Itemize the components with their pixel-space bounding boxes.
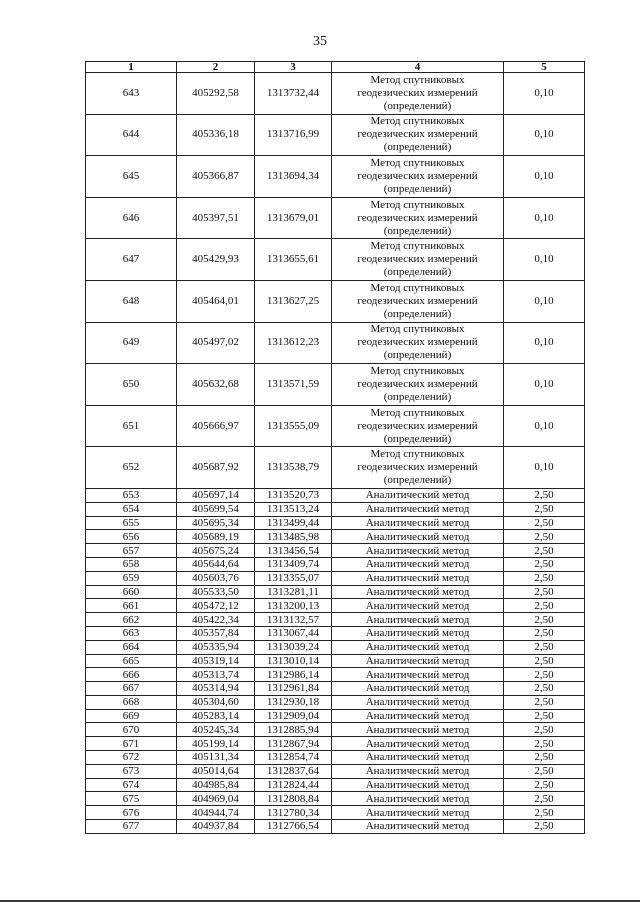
table-row — [86, 114, 585, 156]
accuracy-cell: 0,10 — [504, 364, 585, 406]
table-row — [86, 585, 585, 599]
y-coordinate-cell: 1312867,94 — [255, 737, 332, 751]
table-row — [86, 322, 585, 364]
table-body — [86, 73, 585, 834]
y-coordinate-cell: 1312824,44 — [255, 778, 332, 792]
point-number-cell: 662 — [86, 613, 177, 627]
point-number-cell: 645 — [86, 156, 177, 198]
method-cell: Метод спутниковых геодезических измерений (определений) — [332, 447, 504, 489]
y-coordinate-cell: 1313571,59 — [255, 364, 332, 406]
point-number-cell: 668 — [86, 695, 177, 709]
y-coordinate-cell: 1313010,14 — [255, 654, 332, 668]
x-coordinate-cell: 404985,84 — [177, 778, 255, 792]
table-row — [86, 530, 585, 544]
method-cell: Метод спутниковых геодезических измерений (определений) — [332, 405, 504, 447]
method-cell: Аналитический метод — [332, 613, 504, 627]
y-coordinate-cell: 1312986,14 — [255, 668, 332, 682]
table-row — [86, 544, 585, 558]
table-row — [86, 364, 585, 406]
x-coordinate-cell: 405319,14 — [177, 654, 255, 668]
table-row — [86, 488, 585, 502]
method-cell: Аналитический метод — [332, 530, 504, 544]
y-coordinate-cell: 1313612,23 — [255, 322, 332, 364]
accuracy-cell: 2,50 — [504, 778, 585, 792]
accuracy-cell: 0,10 — [504, 405, 585, 447]
x-coordinate-cell: 405632,68 — [177, 364, 255, 406]
y-coordinate-cell: 1313513,24 — [255, 502, 332, 516]
accuracy-cell: 2,50 — [504, 626, 585, 640]
y-coordinate-cell: 1312766,54 — [255, 820, 332, 834]
table-row — [86, 626, 585, 640]
table-row — [86, 571, 585, 585]
accuracy-cell: 2,50 — [504, 585, 585, 599]
method-cell: Метод спутниковых геодезических измерений (определений) — [332, 322, 504, 364]
table-row — [86, 654, 585, 668]
y-coordinate-cell: 1313694,34 — [255, 156, 332, 198]
y-coordinate-cell: 1312909,04 — [255, 709, 332, 723]
method-cell: Метод спутниковых геодезических измерений (определений) — [332, 114, 504, 156]
method-cell: Аналитический метод — [332, 544, 504, 558]
method-cell: Аналитический метод — [332, 737, 504, 751]
accuracy-cell: 2,50 — [504, 668, 585, 682]
column-header-5: 5 — [504, 62, 585, 73]
accuracy-cell: 2,50 — [504, 820, 585, 834]
y-coordinate-cell: 1313655,61 — [255, 239, 332, 281]
point-number-cell: 658 — [86, 557, 177, 571]
table-header — [86, 62, 585, 73]
method-cell: Аналитический метод — [332, 709, 504, 723]
y-coordinate-cell: 1313039,24 — [255, 640, 332, 654]
method-cell: Аналитический метод — [332, 571, 504, 585]
point-number-cell: 664 — [86, 640, 177, 654]
x-coordinate-cell: 405533,50 — [177, 585, 255, 599]
x-coordinate-cell: 405422,34 — [177, 613, 255, 627]
table-row — [86, 280, 585, 322]
method-cell: Аналитический метод — [332, 488, 504, 502]
x-coordinate-cell: 405497,02 — [177, 322, 255, 364]
accuracy-cell: 2,50 — [504, 502, 585, 516]
table-row — [86, 405, 585, 447]
method-cell: Аналитический метод — [332, 516, 504, 530]
point-number-cell: 650 — [86, 364, 177, 406]
point-number-cell: 656 — [86, 530, 177, 544]
accuracy-cell: 0,10 — [504, 114, 585, 156]
x-coordinate-cell: 404937,84 — [177, 820, 255, 834]
column-header-4: 4 — [332, 62, 504, 73]
header-row — [86, 62, 585, 73]
x-coordinate-cell: 405335,94 — [177, 640, 255, 654]
accuracy-cell: 0,10 — [504, 73, 585, 115]
point-number-cell: 660 — [86, 585, 177, 599]
method-cell: Аналитический метод — [332, 751, 504, 765]
method-cell: Аналитический метод — [332, 585, 504, 599]
y-coordinate-cell: 1313132,57 — [255, 613, 332, 627]
point-number-cell: 648 — [86, 280, 177, 322]
x-coordinate-cell: 405644,64 — [177, 557, 255, 571]
method-cell: Аналитический метод — [332, 654, 504, 668]
point-number-cell: 644 — [86, 114, 177, 156]
accuracy-cell: 0,10 — [504, 239, 585, 281]
point-number-cell: 665 — [86, 654, 177, 668]
point-number-cell: 670 — [86, 723, 177, 737]
point-number-cell: 671 — [86, 737, 177, 751]
method-cell: Аналитический метод — [332, 668, 504, 682]
x-coordinate-cell: 405366,87 — [177, 156, 255, 198]
y-coordinate-cell: 1312837,64 — [255, 764, 332, 778]
point-number-cell: 654 — [86, 502, 177, 516]
accuracy-cell: 2,50 — [504, 709, 585, 723]
y-coordinate-cell: 1313409,74 — [255, 557, 332, 571]
x-coordinate-cell: 405695,34 — [177, 516, 255, 530]
method-cell: Аналитический метод — [332, 695, 504, 709]
x-coordinate-cell: 405472,12 — [177, 599, 255, 613]
coordinates-table — [85, 61, 585, 834]
point-number-cell: 659 — [86, 571, 177, 585]
table-row — [86, 197, 585, 239]
x-coordinate-cell: 405131,34 — [177, 751, 255, 765]
x-coordinate-cell: 405689,19 — [177, 530, 255, 544]
y-coordinate-cell: 1313355,07 — [255, 571, 332, 585]
coordinates-table-container — [85, 61, 584, 834]
y-coordinate-cell: 1312808,84 — [255, 792, 332, 806]
point-number-cell: 675 — [86, 792, 177, 806]
table-row — [86, 447, 585, 489]
x-coordinate-cell: 405292,58 — [177, 73, 255, 115]
x-coordinate-cell: 405313,74 — [177, 668, 255, 682]
x-coordinate-cell: 405687,92 — [177, 447, 255, 489]
x-coordinate-cell: 405336,18 — [177, 114, 255, 156]
x-coordinate-cell: 405697,14 — [177, 488, 255, 502]
method-cell: Метод спутниковых геодезических измерений (определений) — [332, 364, 504, 406]
x-coordinate-cell: 405014,64 — [177, 764, 255, 778]
method-cell: Аналитический метод — [332, 778, 504, 792]
accuracy-cell: 2,50 — [504, 530, 585, 544]
accuracy-cell: 0,10 — [504, 197, 585, 239]
accuracy-cell: 2,50 — [504, 640, 585, 654]
point-number-cell: 663 — [86, 626, 177, 640]
y-coordinate-cell: 1312885,94 — [255, 723, 332, 737]
method-cell: Аналитический метод — [332, 792, 504, 806]
y-coordinate-cell: 1312961,84 — [255, 682, 332, 696]
method-cell: Метод спутниковых геодезических измерений (определений) — [332, 156, 504, 198]
y-coordinate-cell: 1313555,09 — [255, 405, 332, 447]
accuracy-cell: 2,50 — [504, 654, 585, 668]
accuracy-cell: 2,50 — [504, 792, 585, 806]
accuracy-cell: 2,50 — [504, 764, 585, 778]
method-cell: Метод спутниковых геодезических измерений (определений) — [332, 239, 504, 281]
accuracy-cell: 0,10 — [504, 322, 585, 364]
table-row — [86, 239, 585, 281]
x-coordinate-cell: 405675,24 — [177, 544, 255, 558]
x-coordinate-cell: 405699,54 — [177, 502, 255, 516]
method-cell: Аналитический метод — [332, 626, 504, 640]
table-row — [86, 806, 585, 820]
point-number-cell: 667 — [86, 682, 177, 696]
method-cell: Аналитический метод — [332, 557, 504, 571]
method-cell: Аналитический метод — [332, 723, 504, 737]
y-coordinate-cell: 1313679,01 — [255, 197, 332, 239]
x-coordinate-cell: 405314,94 — [177, 682, 255, 696]
method-cell: Метод спутниковых геодезических измерений (определений) — [332, 73, 504, 115]
table-row — [86, 502, 585, 516]
accuracy-cell: 2,50 — [504, 599, 585, 613]
table-row — [86, 695, 585, 709]
point-number-cell: 661 — [86, 599, 177, 613]
point-number-cell: 643 — [86, 73, 177, 115]
table-row — [86, 764, 585, 778]
x-coordinate-cell: 405245,34 — [177, 723, 255, 737]
table-row — [86, 820, 585, 834]
x-coordinate-cell: 405283,14 — [177, 709, 255, 723]
page-number: 35 — [313, 34, 327, 49]
method-cell: Аналитический метод — [332, 820, 504, 834]
point-number-cell: 676 — [86, 806, 177, 820]
x-coordinate-cell: 404969,04 — [177, 792, 255, 806]
column-header-3: 3 — [255, 62, 332, 73]
y-coordinate-cell: 1313732,44 — [255, 73, 332, 115]
method-cell: Метод спутниковых геодезических измерений (определений) — [332, 280, 504, 322]
point-number-cell: 666 — [86, 668, 177, 682]
x-coordinate-cell: 405464,01 — [177, 280, 255, 322]
x-coordinate-cell: 405603,76 — [177, 571, 255, 585]
accuracy-cell: 2,50 — [504, 751, 585, 765]
table-row — [86, 516, 585, 530]
method-cell: Аналитический метод — [332, 764, 504, 778]
x-coordinate-cell: 405199,14 — [177, 737, 255, 751]
method-cell: Аналитический метод — [332, 806, 504, 820]
y-coordinate-cell: 1313485,98 — [255, 530, 332, 544]
y-coordinate-cell: 1313716,99 — [255, 114, 332, 156]
accuracy-cell: 2,50 — [504, 557, 585, 571]
point-number-cell: 655 — [86, 516, 177, 530]
method-cell: Аналитический метод — [332, 640, 504, 654]
point-number-cell: 647 — [86, 239, 177, 281]
table-row — [86, 599, 585, 613]
table-row — [86, 73, 585, 115]
x-coordinate-cell: 405429,93 — [177, 239, 255, 281]
table-row — [86, 682, 585, 696]
table-row — [86, 737, 585, 751]
y-coordinate-cell: 1313499,44 — [255, 516, 332, 530]
accuracy-cell: 2,50 — [504, 613, 585, 627]
accuracy-cell: 2,50 — [504, 516, 585, 530]
table-row — [86, 668, 585, 682]
y-coordinate-cell: 1313200,13 — [255, 599, 332, 613]
table-row — [86, 557, 585, 571]
method-cell: Аналитический метод — [332, 682, 504, 696]
accuracy-cell: 2,50 — [504, 488, 585, 502]
table-row — [86, 723, 585, 737]
table-row — [86, 792, 585, 806]
table-row — [86, 640, 585, 654]
table-row — [86, 156, 585, 198]
accuracy-cell: 2,50 — [504, 682, 585, 696]
y-coordinate-cell: 1313520,73 — [255, 488, 332, 502]
accuracy-cell: 2,50 — [504, 695, 585, 709]
x-coordinate-cell: 405304,60 — [177, 695, 255, 709]
point-number-cell: 657 — [86, 544, 177, 558]
x-coordinate-cell: 405357,84 — [177, 626, 255, 640]
table-row — [86, 778, 585, 792]
y-coordinate-cell: 1313067,44 — [255, 626, 332, 640]
point-number-cell: 653 — [86, 488, 177, 502]
table-row — [86, 613, 585, 627]
method-cell: Аналитический метод — [332, 599, 504, 613]
table-row — [86, 709, 585, 723]
point-number-cell: 652 — [86, 447, 177, 489]
method-cell: Метод спутниковых геодезических измерений (определений) — [332, 197, 504, 239]
accuracy-cell: 2,50 — [504, 544, 585, 558]
page-bottom-edge — [0, 900, 640, 902]
y-coordinate-cell: 1313538,79 — [255, 447, 332, 489]
accuracy-cell: 2,50 — [504, 737, 585, 751]
column-header-1: 1 — [86, 62, 177, 73]
accuracy-cell: 0,10 — [504, 447, 585, 489]
x-coordinate-cell: 405666,97 — [177, 405, 255, 447]
point-number-cell: 669 — [86, 709, 177, 723]
y-coordinate-cell: 1312780,34 — [255, 806, 332, 820]
x-coordinate-cell: 405397,51 — [177, 197, 255, 239]
point-number-cell: 651 — [86, 405, 177, 447]
column-header-2: 2 — [177, 62, 255, 73]
point-number-cell: 677 — [86, 820, 177, 834]
accuracy-cell: 0,10 — [504, 156, 585, 198]
accuracy-cell: 2,50 — [504, 806, 585, 820]
point-number-cell: 673 — [86, 764, 177, 778]
y-coordinate-cell: 1313627,25 — [255, 280, 332, 322]
y-coordinate-cell: 1312930,18 — [255, 695, 332, 709]
table-row — [86, 751, 585, 765]
x-coordinate-cell: 404944,74 — [177, 806, 255, 820]
y-coordinate-cell: 1312854,74 — [255, 751, 332, 765]
y-coordinate-cell: 1313456,54 — [255, 544, 332, 558]
accuracy-cell: 2,50 — [504, 571, 585, 585]
point-number-cell: 649 — [86, 322, 177, 364]
accuracy-cell: 2,50 — [504, 723, 585, 737]
method-cell: Аналитический метод — [332, 502, 504, 516]
point-number-cell: 672 — [86, 751, 177, 765]
point-number-cell: 646 — [86, 197, 177, 239]
accuracy-cell: 0,10 — [504, 280, 585, 322]
point-number-cell: 674 — [86, 778, 177, 792]
y-coordinate-cell: 1313281,11 — [255, 585, 332, 599]
